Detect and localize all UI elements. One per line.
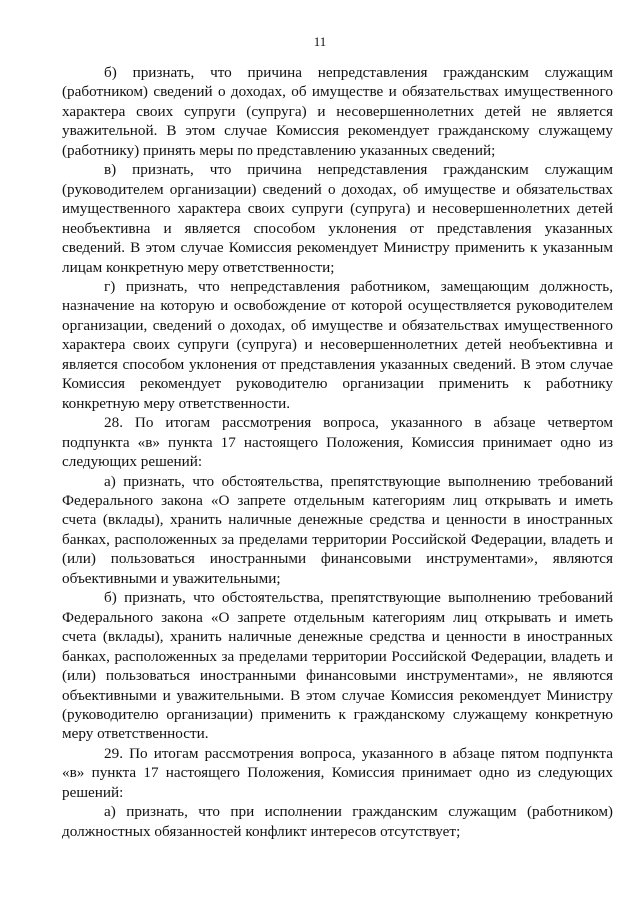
paragraph-1v: в) признать, что причина непредставления гражданским служащим (руководителем организации) сведений о доходах, об имуществе и обязательствах имущественного характера своих супруги (супруга) и несовершеннолетних детей необъективна и является способом уклонения от представления указанных сведений. В этом случае Комиссия рекомендует Министру применить к указанным лицам конкретную меру ответственности; (62, 161, 613, 276)
paragraph-28b: б) признать, что обстоятельства, препятствующие выполнению требований Федерального закона «О запрете отдельным категориям лиц открывать и иметь счета (вклады), хранить наличные денежные средства и ценности в иностранных банках, расположенных за пределами территории Российской Федерации, владеть и (или) пользоваться иностранными финансовыми инструментами», не являются объективными и уважительными. В этом случае Комиссия рекомендует Министру (руководителю организации) применить к гражданскому служащему конкретную меру ответственности. (62, 589, 613, 743)
paragraph-29a: а) признать, что при исполнении гражданским служащим (работником) должностных обязанностей конфликт интересов отсутствует; (62, 803, 613, 840)
paragraph-28a: а) признать, что обстоятельства, препятствующие выполнению требований Федерального закона «О запрете отдельным категориям лиц открывать и иметь счета (вклады), хранить наличные денежные средства и ценности в иностранных банках, расположенных за пределами территории Российской Федерации, владеть и (или) пользоваться иностранными финансовыми инструментами», являются объективными и уважительными; (62, 472, 613, 587)
paragraph-1g: г) признать, что непредставления работником, замещающим должность, назначение на которую и освобождение от которой осуществляется руководителем организации, сведений о доходах, об имуществе и обязательствах имущественного характера своих супруги (супруга) и несовершеннолетних детей необъективна и является способом уклонения от представления указанных сведений. В этом случае Комиссия рекомендует руководителю организации применить к работнику конкретную меру ответственности. (62, 277, 613, 412)
paragraph-1b: б) признать, что причина непредставления гражданским служащим (работником) сведений о доходах, об имуществе и обязательствах имущественного характера своих супруги (супруга) и несовершеннолетних детей не является уважительной. В этом случае Комиссия рекомендует гражданскому служащему (работнику) принять меры по представлению указанных сведений; (62, 64, 613, 159)
paragraph-28: 28. По итогам рассмотрения вопроса, указанного в абзаце четвертом подпункта «в» пункта 17 настоящего Положения, Комиссия принимает одно из следующих решений: (62, 414, 613, 471)
document-body (62, 63, 613, 841)
paragraph-29: 29. По итогам рассмотрения вопроса, указанного в абзаце пятом подпункта «в» пункта 17 настоящего Положения, Комиссия принимает одно из следующих решений: (62, 744, 613, 801)
page-number: 11 (313, 34, 327, 49)
